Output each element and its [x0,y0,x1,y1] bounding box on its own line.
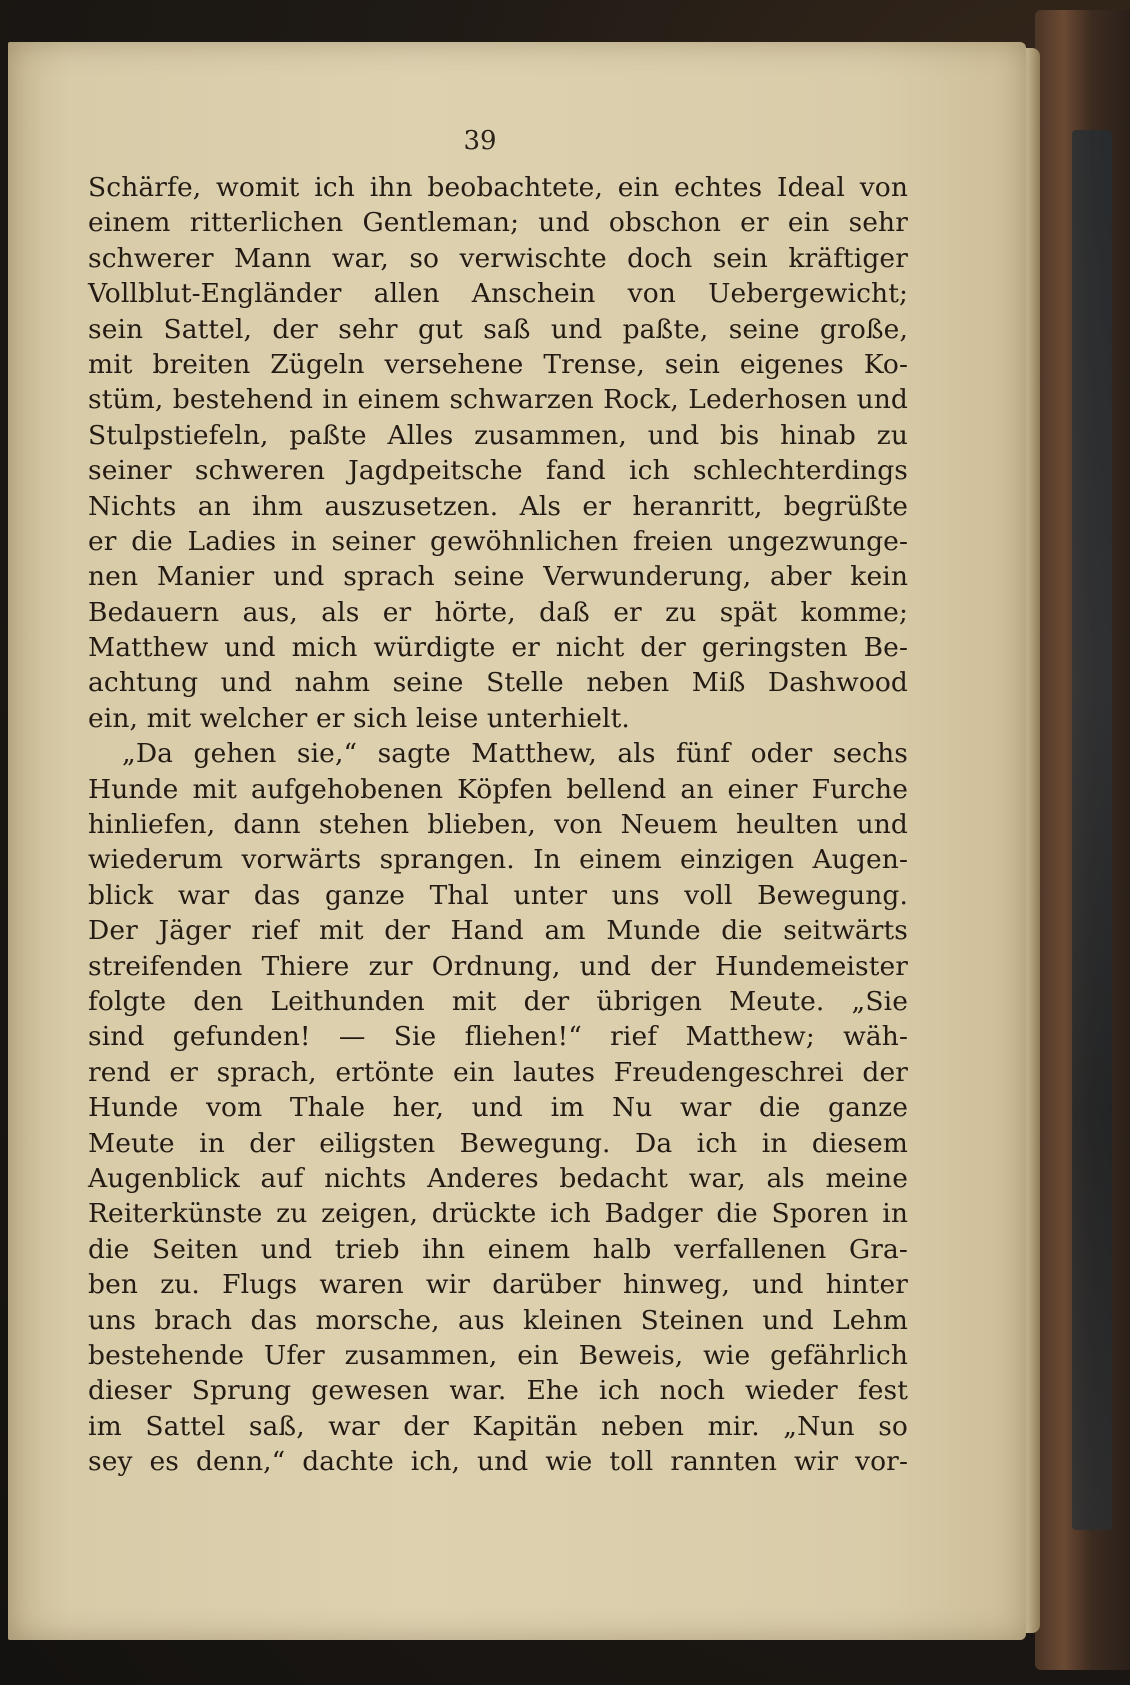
text-line: folgte den Leithunden mit der übrigen Meute. „Sie [88,985,908,1017]
text-line: Nichts an ihm auszusetzen. Als er heranritt, begrüßte [88,490,908,522]
text-line: Reiterkünste zu zeigen, drückte ich Badger die Sporen in [88,1198,908,1230]
text-line: Bedauern aus, als er hörte, daß er zu spät komme; [88,596,908,628]
text-line: hinliefen, dann stehen blieben, von Neuem heulten und [88,809,908,841]
book-spine [1035,10,1130,1670]
text-line: Augenblick auf nichts Anderes bedacht war, als meine [88,1162,908,1194]
text-line: er die Ladies in seiner gewöhnlichen freien ungezwunge- [88,525,908,557]
body-text [88,170,908,1479]
text-line: einem ritterlichen Gentleman; und obschon er ein sehr [88,207,908,239]
text-line: rend er sprach, ertönte ein lautes Freudengeschrei der [88,1056,908,1088]
text-line: Vollblut-Engländer allen Anschein von Uebergewicht; [88,278,908,310]
text-line: Matthew und mich würdigte er nicht der geringsten Be- [88,632,908,664]
page-number: 39 [463,126,497,156]
text-line: schwerer Mann war, so verwischte doch sein kräftiger [88,242,908,274]
text-line: dieser Sprung gewesen war. Ehe ich noch wieder fest [88,1375,908,1407]
text-line: sein Sattel, der sehr gut saß und paßte, seine große, [88,313,908,345]
text-line: seiner schweren Jagdpeitsche fand ich schlechterdings [88,455,908,487]
text-line: Hunde vom Thale her, und im Nu war die ganze [88,1092,908,1124]
text-line: bestehende Ufer zusammen, ein Beweis, wie gefährlich [88,1339,908,1371]
text-line: ben zu. Flugs waren wir darüber hinweg, und hinter [88,1269,908,1301]
text-line: sey es denn,“ dachte ich, und wie toll rannten wir vor- [88,1446,908,1478]
text-line: mit breiten Zügeln versehene Trense, sein eigenes Ko- [88,348,908,380]
text-line: ein, mit welcher er sich leise unterhielt. [88,702,630,734]
text-line: Stulpstiefeln, paßte Alles zusammen, und bis hinab zu [88,419,908,451]
text-line: uns brach das morsche, aus kleinen Steinen und Lehm [88,1304,908,1336]
text-line: sind gefunden! — Sie fliehen!“ rief Matthew; wäh- [88,1021,908,1053]
text-line: Meute in der eiligsten Bewegung. Da ich in diesem [88,1127,908,1159]
text-line: „Da gehen sie,“ sagte Matthew, als fünf oder sechs [122,738,908,770]
text-line: streifenden Thiere zur Ordnung, und der Hundemeister [88,950,908,982]
text-line: blick war das ganze Thal unter uns voll Bewegung. [88,879,908,911]
text-line: nen Manier und sprach seine Verwunderung, aber kein [88,561,908,593]
spine-worn-cloth [1072,130,1112,1530]
text-line: im Sattel saß, war der Kapitän neben mir. „Nun so [88,1410,908,1442]
text-line: Hunde mit aufgehobenen Köpfen bellend an einer Furche [88,773,908,805]
text-line: achtung und nahm seine Stelle neben Miß Dashwood [88,667,908,699]
text-line: die Seiten und trieb ihn einem halb verfallenen Gra- [88,1233,908,1265]
text-line: wiederum vorwärts sprangen. In einem einzigen Augen- [88,844,908,876]
text-line: Der Jäger rief mit der Hand am Munde die seitwärts [88,915,908,947]
text-line: stüm, bestehend in einem schwarzen Rock, Lederhosen und [88,384,908,416]
text-line: Schärfe, womit ich ihn beobachtete, ein echtes Ideal von [88,172,908,203]
